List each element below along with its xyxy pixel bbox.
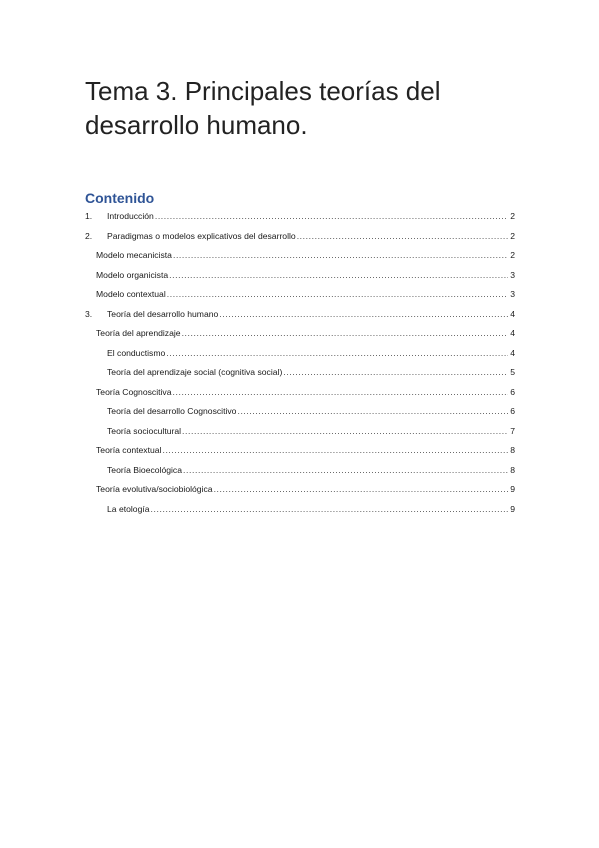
toc-dot-leader <box>155 211 508 221</box>
toc-entry-page-number: 5 <box>510 367 515 377</box>
toc-entry[interactable] <box>85 270 515 290</box>
toc-entry-label: La etología <box>107 503 150 514</box>
toc-entry-page-number: 4 <box>510 347 515 358</box>
toc-entry-label: Introducción <box>107 211 154 221</box>
toc-dot-leader <box>182 328 508 338</box>
toc-dot-leader <box>166 348 508 358</box>
toc-entry-number: 1. <box>85 211 93 221</box>
toc-entry-label: Teoría sociocultural <box>107 425 182 436</box>
toc-entry[interactable] <box>85 211 515 231</box>
toc-dot-leader <box>182 426 508 436</box>
toc-entry-label: El conductismo <box>107 347 166 358</box>
document-title <box>85 74 525 142</box>
toc-entry-label: Teoría Bioecológica <box>107 464 183 475</box>
toc-entry-label: Teoría del aprendizaje social (cognitiva social) <box>107 367 283 377</box>
toc-entry-page-number: 6 <box>510 406 515 416</box>
toc-entry-page-number: 4 <box>510 328 515 338</box>
toc-dot-leader <box>169 270 508 280</box>
toc-entry-page-number: 9 <box>510 484 515 494</box>
toc-entry-label: Teoría del aprendizaje <box>96 328 181 338</box>
title-line-1: Tema 3. Principales teorías del <box>85 76 441 106</box>
toc-entry-label: Modelo organicista <box>96 269 169 280</box>
toc-dot-leader <box>283 367 508 377</box>
toc-entry-page-number: 4 <box>510 308 515 319</box>
toc-dot-leader <box>297 231 508 241</box>
toc-entry-page-number: 3 <box>510 289 515 299</box>
toc-heading: Contenido <box>85 190 155 206</box>
toc-entry[interactable] <box>85 367 515 387</box>
toc-entry[interactable] <box>85 348 515 368</box>
toc-entry-label: Modelo mecanicista <box>96 250 172 260</box>
table-of-contents <box>85 211 515 523</box>
toc-entry[interactable] <box>85 328 515 348</box>
toc-dot-leader <box>173 250 508 260</box>
toc-entry-label: Teoría evolutiva/sociobiológica <box>96 484 213 494</box>
toc-dot-leader <box>162 445 508 455</box>
toc-entry[interactable] <box>85 406 515 426</box>
toc-entry-page-number: 6 <box>510 386 515 397</box>
toc-entry[interactable] <box>85 426 515 446</box>
toc-dot-leader <box>172 387 508 397</box>
toc-entry-page-number: 2 <box>510 250 515 260</box>
toc-dot-leader <box>214 484 508 494</box>
toc-entry[interactable] <box>85 309 515 329</box>
toc-entry-label: Teoría Cognoscitiva <box>96 386 172 397</box>
toc-entry[interactable] <box>85 445 515 465</box>
toc-entry[interactable] <box>85 231 515 251</box>
toc-entry-label: Teoría del desarrollo humano <box>107 308 219 319</box>
toc-entry[interactable] <box>85 504 515 524</box>
toc-entry-label: Teoría contextual <box>96 445 162 455</box>
toc-entry[interactable] <box>85 289 515 309</box>
toc-entry-page-number: 9 <box>510 503 515 514</box>
toc-dot-leader <box>167 289 508 299</box>
toc-entry-page-number: 2 <box>510 230 515 241</box>
toc-dot-leader <box>183 465 508 475</box>
toc-dot-leader <box>237 406 508 416</box>
toc-entry-page-number: 8 <box>510 464 515 475</box>
toc-entry-number: 2. <box>85 230 93 241</box>
toc-entry-page-number: 3 <box>510 269 515 280</box>
toc-entry-label: Modelo contextual <box>96 289 166 299</box>
toc-entry-page-number: 7 <box>510 425 515 436</box>
toc-dot-leader <box>151 504 508 514</box>
toc-entry[interactable] <box>85 465 515 485</box>
toc-entry-label: Paradigmas o modelos explicativos del desarrollo <box>107 230 296 241</box>
toc-entry-label: Teoría del desarrollo Cognoscitivo <box>107 406 237 416</box>
toc-entry-number: 3. <box>85 308 93 319</box>
toc-entry[interactable] <box>85 387 515 407</box>
toc-entry-page-number: 8 <box>510 445 515 455</box>
toc-entry-page-number: 2 <box>510 211 515 221</box>
toc-entry[interactable] <box>85 484 515 504</box>
toc-entry[interactable] <box>85 250 515 270</box>
toc-dot-leader <box>219 309 508 319</box>
title-line-2: desarrollo humano. <box>85 110 308 140</box>
